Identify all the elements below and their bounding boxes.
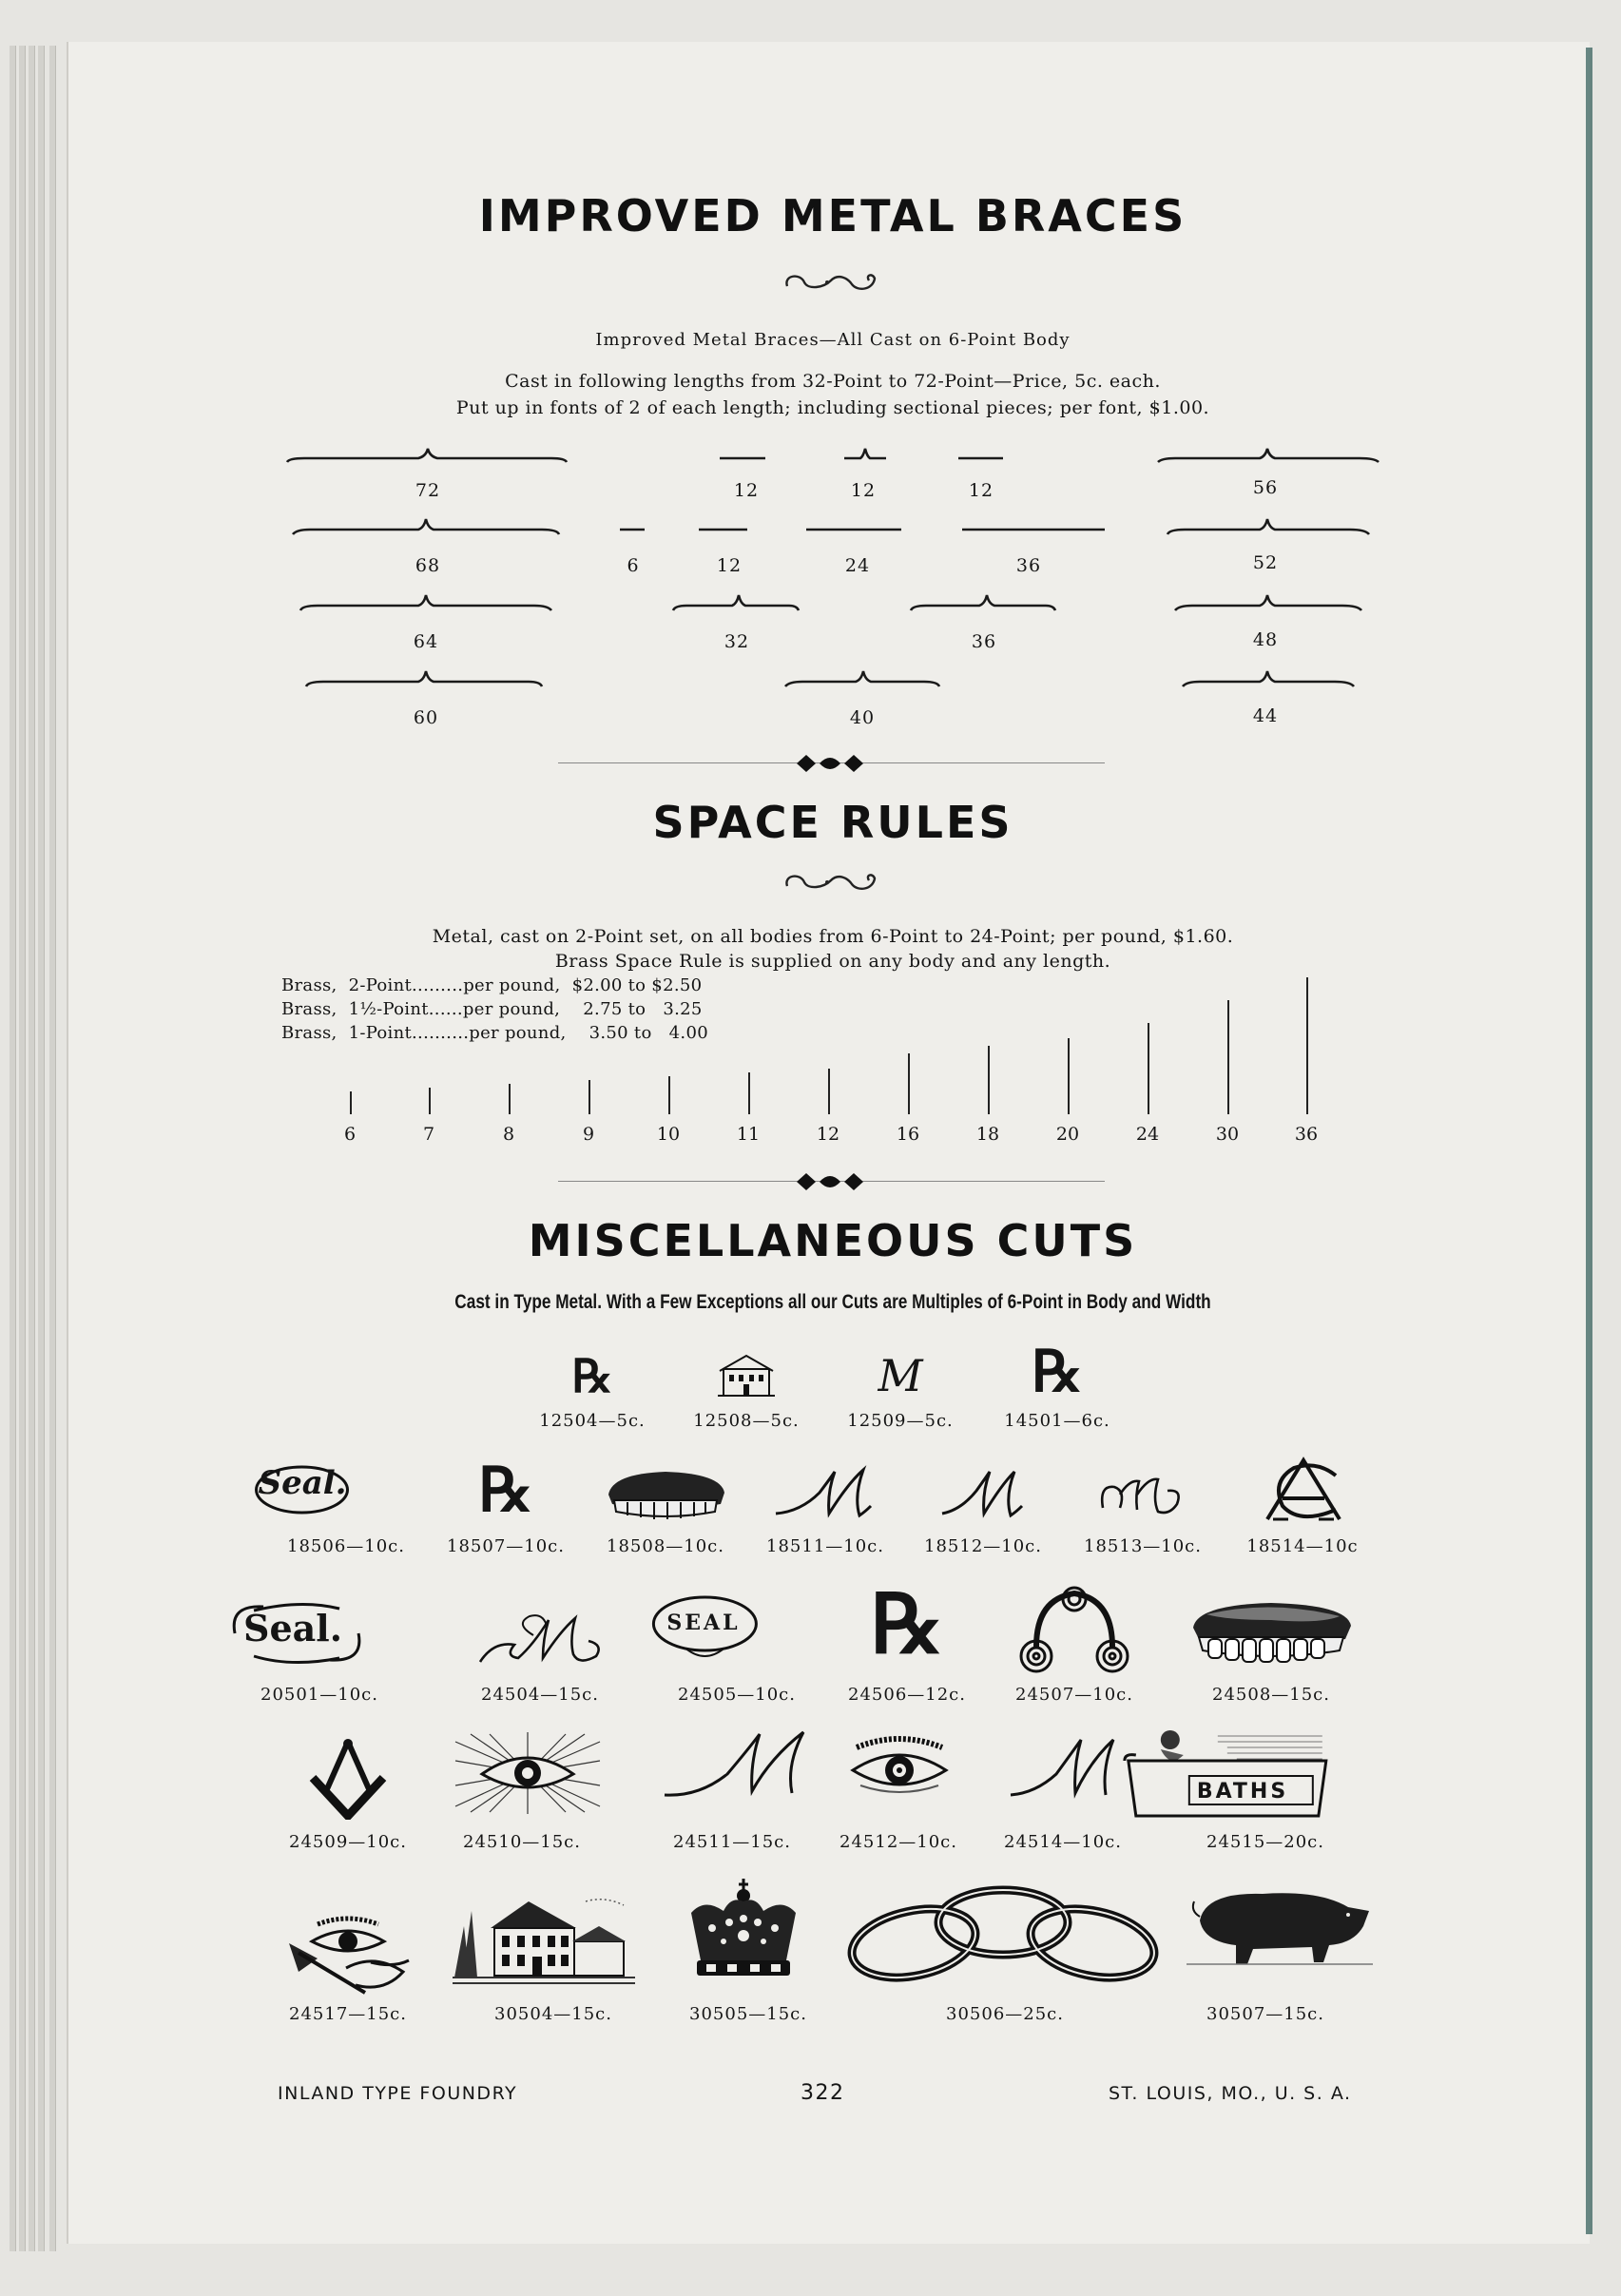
rx-icon: ℞	[478, 1455, 533, 1526]
crown-icon	[684, 1879, 803, 1989]
brace-label: 56	[1252, 477, 1279, 498]
cut-label: 24504—15c.	[481, 1685, 599, 1705]
cut-label: 14501—6c.	[1004, 1411, 1110, 1431]
space-rule	[589, 1080, 590, 1114]
compass-square-icon	[305, 1736, 391, 1820]
braces-title: IMPROVED METAL BRACES	[478, 190, 1187, 241]
script-m-icon	[772, 1464, 877, 1521]
rx-icon: ℞	[1032, 1339, 1083, 1405]
cut-label: 24517—15c.	[289, 2004, 407, 2024]
rule-label: 24	[1135, 1124, 1160, 1145]
ornament-icon	[782, 869, 880, 896]
cut-label: 12509—5c.	[847, 1411, 954, 1431]
brace-label: 36	[971, 631, 997, 652]
rule-label: 20	[1055, 1124, 1080, 1145]
space-rule	[748, 1072, 750, 1114]
cuts-title: MISCELLANEOUS CUTS	[528, 1215, 1138, 1266]
cut-label: 18506—10c.	[287, 1536, 405, 1556]
dentures-icon	[603, 1466, 728, 1525]
brass-price-row: Brass, 1-Point..........per pound, 3.50 to 4.00	[281, 1023, 708, 1043]
rule-label: 6	[343, 1124, 357, 1145]
space-rule	[1227, 1000, 1229, 1114]
cut-label: 24506—12c.	[848, 1685, 966, 1705]
brace-label: 72	[415, 480, 441, 501]
brace-label: 44	[1252, 705, 1279, 726]
diamond-ornament-icon	[795, 1170, 865, 1193]
space-rule	[429, 1088, 431, 1114]
brace-label: 64	[413, 631, 439, 652]
braces-line-1: Cast in following lengths from 32-Point to 72-Point—Price, 5c. each.	[505, 371, 1161, 392]
diamond-ornament-icon	[795, 752, 865, 775]
rule-label: 8	[502, 1124, 515, 1145]
braces-subtitle: Improved Metal Braces—All Cast on 6-Point Body	[595, 330, 1071, 350]
brace-label: 32	[724, 631, 750, 652]
space-rule	[1148, 1023, 1149, 1114]
cuts-subtitle: Cast in Type Metal. With a Few Exceptions all our Cuts are Multiples of 6-Point in Body and Width	[454, 1291, 1211, 1313]
footer-left: INLAND TYPE FOUNDRY	[278, 2083, 518, 2104]
dentures-icon	[1187, 1595, 1355, 1671]
pig-icon	[1187, 1882, 1373, 1968]
ac-monogram-icon	[1260, 1457, 1349, 1523]
brace-label: 6	[627, 555, 640, 576]
cut-label: 18507—10c.	[447, 1536, 565, 1556]
cut-label: 12508—5c.	[693, 1411, 800, 1431]
rule-label: 7	[422, 1124, 435, 1145]
script-m-icon: M	[878, 1350, 923, 1401]
brace-label: 68	[415, 555, 441, 576]
cut-label: 24510—15c.	[463, 1832, 581, 1852]
space-rule	[1068, 1038, 1070, 1114]
space-rule	[908, 1053, 910, 1114]
page-number: 322	[801, 2081, 845, 2105]
space-rule	[828, 1069, 830, 1114]
space-rule	[668, 1076, 670, 1114]
cut-label: 24505—10c.	[678, 1685, 796, 1705]
cut-label: 24511—15c.	[673, 1832, 791, 1852]
cut-label: 18513—10c.	[1084, 1536, 1202, 1556]
rings-icon	[1017, 1584, 1131, 1675]
brace-label: 40	[849, 707, 876, 728]
brace-label: 48	[1252, 629, 1279, 650]
brace-label: 12	[733, 480, 760, 501]
chain-links-icon	[845, 1879, 1163, 1987]
rule-label: 11	[736, 1124, 761, 1145]
cut-label: 20501—10c.	[261, 1685, 378, 1705]
seal-script-icon: Seal.	[297, 1607, 396, 1650]
space-rule	[988, 1046, 990, 1114]
house-icon	[718, 1352, 775, 1399]
brace-label: 12	[850, 480, 877, 501]
cut-label: 24512—10c.	[839, 1832, 957, 1852]
brass-price-row: Brass, 2-Point.........per pound, $2.00 to $2.50	[281, 975, 703, 995]
cut-label: 24508—15c.	[1212, 1685, 1330, 1705]
rule-label: 36	[1294, 1124, 1319, 1145]
cut-label: 24515—20c.	[1206, 1832, 1324, 1852]
cut-label: 12504—5c.	[539, 1411, 646, 1431]
space-rule	[350, 1091, 352, 1114]
seal-script-icon: Seal.	[302, 1464, 391, 1502]
cut-label: 18514—10c	[1246, 1536, 1359, 1556]
braces-line-2: Put up in fonts of 2 of each length; including sectional pieces; per font, $1.00.	[455, 397, 1210, 418]
all-seeing-eye-icon	[452, 1732, 604, 1814]
cut-label: 30507—15c.	[1206, 2004, 1324, 2024]
brace-label: 36	[1015, 555, 1042, 576]
script-m-icon	[1007, 1732, 1119, 1803]
ornament-icon	[782, 269, 880, 296]
rule-label: 18	[975, 1124, 1000, 1145]
brace-label: 24	[844, 555, 871, 576]
rx-icon: ℞	[870, 1576, 944, 1672]
script-m-icon	[938, 1464, 1026, 1521]
brass-price-row: Brass, 1½-Point......per pound, 2.75 to 3.25	[281, 999, 703, 1019]
eye-icon	[847, 1732, 952, 1801]
space-rules-line-2: Brass Space Rule is supplied on any body and any length.	[554, 951, 1111, 972]
cut-label: 18511—10c.	[766, 1536, 884, 1556]
script-m-icon	[661, 1727, 813, 1803]
space-rules-line-1: Metal, cast on 2-Point set, on all bodies from 6-Point to 24-Point; per pound, $1.60.	[432, 926, 1234, 947]
space-rules-title: SPACE RULES	[652, 797, 1013, 848]
seal-badge-icon: SEAL	[704, 1590, 778, 1614]
cut-label: 30505—15c.	[689, 2004, 807, 2024]
cut-label: 30504—15c.	[494, 2004, 612, 2024]
cut-label: 24507—10c.	[1015, 1685, 1133, 1705]
script-monogram-m-icon	[1097, 1466, 1185, 1519]
cut-label: 30506—25c.	[946, 2004, 1064, 2024]
footer-right: ST. LOUIS, MO., U. S. A.	[1109, 2083, 1352, 2104]
rx-icon: ℞	[571, 1350, 613, 1403]
space-rule	[1306, 977, 1308, 1114]
rule-label: 10	[656, 1124, 681, 1145]
script-monogram-m-icon	[476, 1607, 606, 1669]
country-house-icon	[453, 1882, 635, 1991]
baths-icon: BATHS	[1227, 1727, 1319, 1750]
brace-label: 12	[716, 555, 743, 576]
cut-label: 24509—10c.	[289, 1832, 407, 1852]
brace-label: 12	[968, 480, 994, 501]
rule-label: 30	[1215, 1124, 1240, 1145]
brace-label: 60	[413, 707, 439, 728]
eye-axe-emblem-icon	[280, 1915, 416, 1995]
rule-label: 16	[896, 1124, 920, 1145]
rule-label: 9	[582, 1124, 595, 1145]
cut-label: 24514—10c.	[1004, 1832, 1122, 1852]
cut-label: 18512—10c.	[924, 1536, 1042, 1556]
cut-label: 18508—10c.	[607, 1536, 724, 1556]
braces-figure	[0, 437, 1621, 723]
rule-label: 12	[816, 1124, 840, 1145]
brace-label: 52	[1252, 552, 1279, 573]
space-rule	[509, 1084, 511, 1114]
